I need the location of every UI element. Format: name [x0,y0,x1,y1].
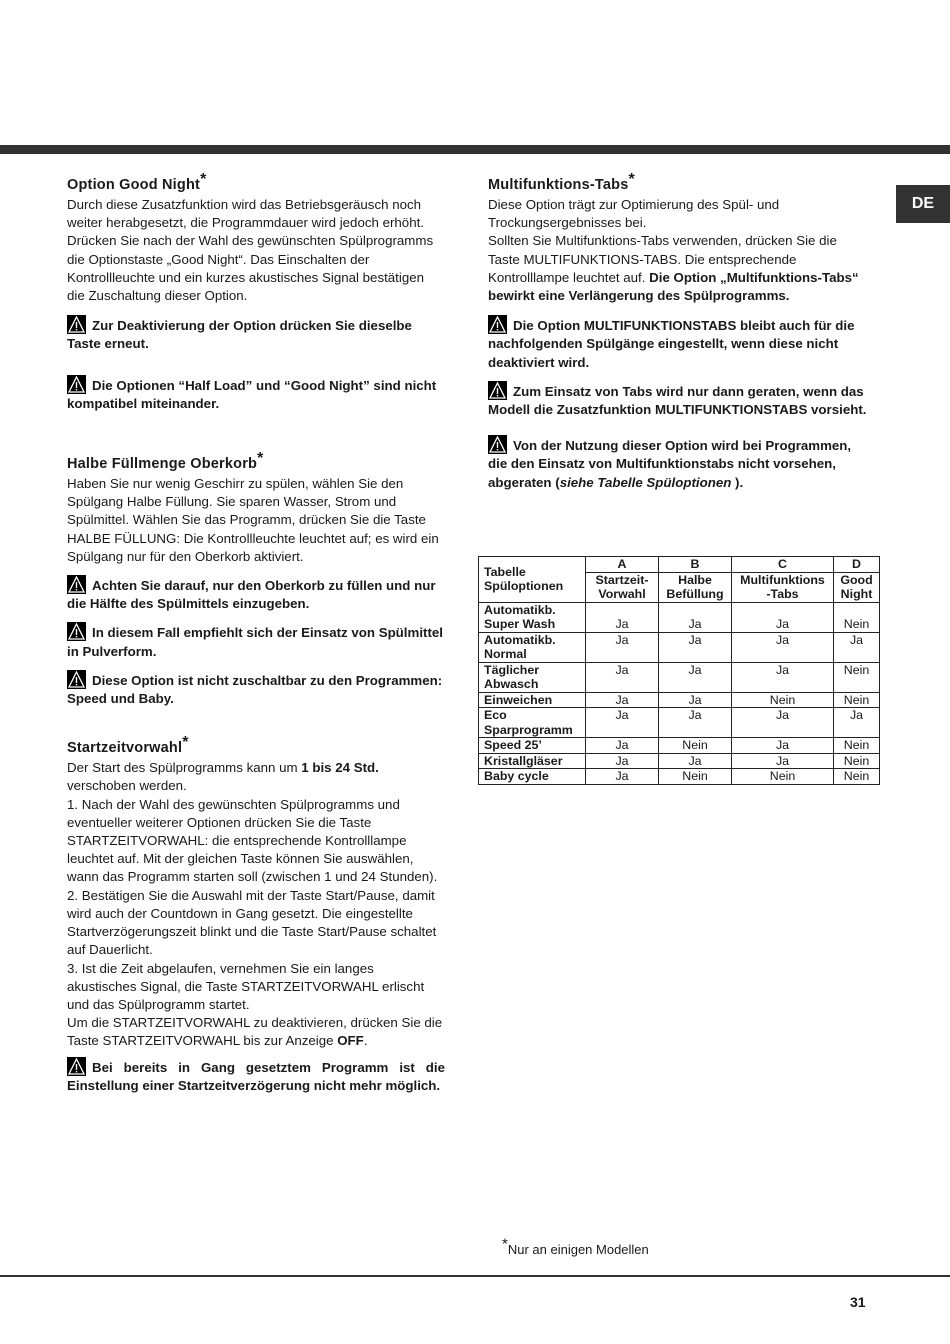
half-load-note-1: Achten Sie darauf, nur den Oberkorb zu füllen und nur die Hälfte des Spülmittels einzugeben. [67,575,445,613]
half-load-note-2: In diesem Fall empfiehlt sich der Einsatz von Spülmittel in Pulverform. [67,622,445,660]
warning-icon [488,315,507,334]
good-night-note-1: Zur Deaktivierung der Option drücken Sie dieselbe Taste erneut. [67,315,445,353]
delay-section [67,734,445,1095]
table-row [479,632,880,662]
warning-icon [488,381,507,400]
good-night-title: Option Good Night* [67,171,207,193]
table-cell: Ja [659,692,732,708]
tabs-note-1: Die Option MULTIFUNKTIONSTABS bleibt auch für die nachfolgenden Spülgänge eingestellt, wenn diese nicht deaktiviert wird. [488,315,868,372]
table-cell: Ja [586,602,659,632]
table-row [479,738,880,754]
column-letter: C [732,557,834,573]
table-cell: Nein [732,692,834,708]
row-label: Speed 25’ [479,738,586,754]
warning-icon [67,315,86,334]
warning-icon [488,435,507,454]
table-cell: Ja [834,708,880,738]
column-letter: D [834,557,880,573]
table-cell: Ja [586,738,659,754]
warning-icon [67,575,86,594]
table-cell: Ja [659,632,732,662]
warning-icon [67,1057,86,1076]
half-load-section [67,450,445,708]
delay-off: Um die STARTZEITVORWAHL zu deaktivieren, drücken Sie die Taste STARTZEITVORWAHL bis zur Anzeige OFF. [67,1015,443,1049]
table-row [479,708,880,738]
good-night-body: Durch diese Zusatzfunktion wird das Betriebsgeräusch noch weiter herabgesetzt, die Programmdauer wird jedoch erhöht. Drücken Sie nach der Wahl des gewünschten Spülprogramms die Optionstaste „Good Night“. Das Einschalten der Kontrollleuchte und ein kurzes akustisches Signal bestätigen die Zuschaltung dieser Option. [67,197,434,304]
table-row [479,692,880,708]
tabs-section [488,171,868,492]
table-cell: Ja [732,662,834,692]
options-table-wrap [478,556,880,785]
row-label: Automatikb. Super Wash [479,602,586,632]
table-cell: Ja [732,632,834,662]
table-cell: Ja [586,692,659,708]
row-label: Baby cycle [479,769,586,785]
table-cell: Ja [834,632,880,662]
warning-icon [67,375,86,394]
table-cell: Ja [659,753,732,769]
table-cell: Nein [834,602,880,632]
table-cell: Nein [732,769,834,785]
row-label: Täglicher Abwasch [479,662,586,692]
half-load-note-3: Diese Option ist nicht zuschaltbar zu den Programmen: Speed und Baby. [67,670,445,708]
tabs-body-a: Diese Option trägt zur Optimierung des Spül- und Trockungsergebnisses bei. [488,197,780,231]
table-letter-row [479,557,880,573]
delay-step-3: 3. Ist die Zeit abgelaufen, vernehmen Sie ein langes akustisches Signal, die Taste STARTZEITVORWAHL erlischt und das Spülprogramm startet. [67,960,425,1012]
delay-note-1: Bei bereits in Gang gesetztem Programm ist die Einstellung einer Startzeitverzögerung nicht mehr möglich. [67,1057,445,1095]
table-cell: Ja [586,708,659,738]
table-cell: Nein [659,738,732,754]
table-cell: Ja [732,602,834,632]
table-cell: Ja [659,708,732,738]
half-load-body: Haben Sie nur wenig Geschirr zu spülen, wählen Sie den Spülgang Halbe Füllung. Sie sparen Wasser, Strom und Spülmittel. Wählen Sie das Programm, drücken Sie die Taste HALBE FÜLLUNG: Die Kontrollleuchte leuchtet auf; es wird ein Spülgang nur für den Oberkorb aktiviert. [67,476,439,564]
table-cell: Ja [659,662,732,692]
tabs-title: Multifunktions-Tabs* [488,171,635,193]
table-cell: Ja [732,738,834,754]
table-row [479,662,880,692]
header-rule [0,145,950,154]
table-cell: Ja [586,769,659,785]
table-row [479,753,880,769]
table-cell: Nein [834,769,880,785]
row-label: Automatikb. Normal [479,632,586,662]
table-cell: Nein [834,662,880,692]
table-cell: Ja [586,632,659,662]
good-night-note-2: Die Optionen “Half Load” und “Good Night” sind nicht kompatibel miteinander. [67,375,445,413]
table-row [479,602,880,632]
table-row [479,769,880,785]
language-tab: DE [896,185,950,223]
options-table [478,556,880,785]
column-header: Multifunktions -Tabs [732,572,834,602]
right-column [488,171,868,492]
delay-step-2: 2. Bestätigen Sie die Auswahl mit der Taste Start/Pause, damit wird auch der Countdown in Gang gesetzt. Die eingestellte Startverzögerungszeit blinkt und die Taste Start/Pause schaltet auf Dauerlicht. [67,887,437,958]
table-cell: Nein [834,753,880,769]
row-label: Eco Sparprogramm [479,708,586,738]
table-cell: Ja [586,753,659,769]
tabs-note-2: Zum Einsatz von Tabs wird nur dann geraten, wenn das Modell die Zusatzfunktion MULTIFUNKTIONSTABS vorsieht. [488,381,868,419]
footer-rule [0,1275,950,1277]
footnote: *Nur an einigen Modellen [502,1235,649,1257]
table-cell: Ja [659,602,732,632]
tabs-body-b: Sollten Sie Multifunktions-Tabs verwenden, drücken Sie die Taste MULTIFUNKTIONS-TABS. Die entsprechende Kontrolllampe leuchtet auf. Die Option „Multifunktions-Tabs“ bewirkt eine Verlängerung des Spülprogramms. [488,233,859,304]
half-load-title: Halbe Füllmenge Oberkorb* [67,450,264,473]
tabs-note-3: Von der Nutzung dieser Option wird bei Programmen, die den Einsatz von Multifunktionstabs nicht vorsehen, abgeraten (siehe Tabelle Spüloptionen ). [488,435,868,492]
column-header: Halbe Befüllung [659,572,732,602]
good-night-section [67,171,445,413]
table-corner-label: Tabelle Spüloptionen [479,557,586,603]
row-label: Einweichen [479,692,586,708]
table-cell: Nein [834,738,880,754]
table-cell: Nein [834,692,880,708]
page-number: 31 [850,1294,866,1310]
column-header: Startzeit-Vorwahl [586,572,659,602]
column-header: Good Night [834,572,880,602]
table-cell: Nein [659,769,732,785]
column-letter: B [659,557,732,573]
delay-step-1: 1. Nach der Wahl des gewünschten Spülprogramms und eventueller weiterer Optionen drücken Sie die Taste STARTZEITVORWAHL: die entsprechende Kontrolllampe leuchtet auf. Mit der gleichen Taste können Sie auswählen, wann das Programm starten soll (zwischen 1 und 24 Stunden). [67,796,438,885]
delay-title: Startzeitvorwahl* [67,734,189,757]
row-label: Kristallgläser [479,753,586,769]
table-cell: Ja [586,662,659,692]
column-letter: A [586,557,659,573]
left-column [67,171,445,1095]
table-cell: Ja [732,753,834,769]
table-cell: Ja [732,708,834,738]
warning-icon [67,670,86,689]
delay-intro: Der Start des Spülprogramms kann um 1 bis 24 Std. verschoben werden. [67,760,379,794]
warning-icon [67,622,86,641]
